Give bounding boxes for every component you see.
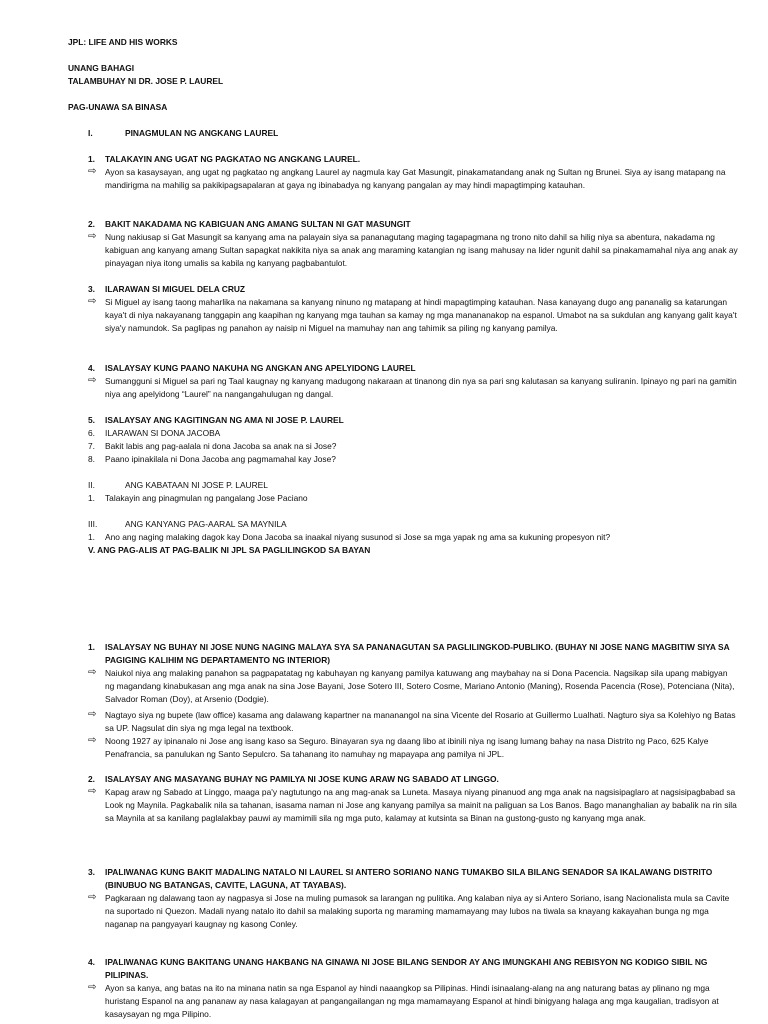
roman-numeral: I. bbox=[88, 128, 93, 138]
question-v-4 bbox=[88, 956, 738, 982]
question-text: TALAKAYIN ANG UGAT NG PAGKATAO NG ANGKANG LAUREL. bbox=[105, 154, 361, 164]
question-v-3 bbox=[88, 866, 738, 892]
roman-heading-text: PINAGMULAN NG ANGKANG LAUREL bbox=[125, 128, 279, 138]
question-number: 2. bbox=[88, 774, 95, 784]
question-3 bbox=[88, 283, 738, 296]
right-arrow-icon: ⇨ bbox=[88, 375, 97, 386]
question-5 bbox=[88, 414, 738, 427]
right-arrow-icon: ⇨ bbox=[88, 166, 97, 177]
roman-numeral: II. bbox=[88, 480, 95, 490]
question-number: 6. bbox=[88, 428, 95, 438]
question-number: 4. bbox=[88, 957, 95, 967]
answer-4 bbox=[88, 375, 738, 401]
section-title: PAG-UNAWA SA BINASA bbox=[68, 102, 168, 112]
roman-numeral: III. bbox=[88, 519, 98, 529]
question-number: 1. bbox=[88, 493, 95, 503]
right-arrow-icon: ⇨ bbox=[88, 709, 97, 720]
roman-heading-v: V. ANG PAG-ALIS AT PAG-BALIK NI JPL SA PAGLILINGKOD SA BAYAN bbox=[88, 545, 371, 555]
question-4 bbox=[88, 362, 738, 375]
roman-heading-text: ANG KANYANG PAG-AARAL SA MAYNILA bbox=[125, 519, 287, 529]
right-arrow-icon: ⇨ bbox=[88, 735, 97, 746]
question-number: 3. bbox=[88, 284, 95, 294]
answer-v-1b bbox=[88, 709, 738, 735]
roman-heading-iii bbox=[88, 518, 287, 531]
question-number: 5. bbox=[88, 415, 95, 425]
question-v-1 bbox=[88, 641, 738, 667]
answer-text: Si Miguel ay isang taong maharlika na nakamana sa kanyang ninuno ng matapang at hindi mapagtimping katauhan. Nasa kanayang dugo ang pananalig sa katarungan kaya't di niya nakayanang tanggapin ang kaapihan ng kanyang mga tauhan sa kamay ng mga manananakop na espanol. Umabot na sa sukdulan ang kanyang galit kaya't siya'y namundok. Sa paglipas ng panahon ay naisip ni Miguel na mamuhay nan ang tahimik sa piling ng kanyang pamilya. bbox=[105, 297, 737, 333]
question-text: IPALIWANAG KUNG BAKIT MADALING NATALO NI LAUREL SI ANTERO SORIANO NANG TUMAKBO SILA BILANG SENADOR SA IKALAWANG DISTRITO (BINUBUO NG BATANGAS, CAVITE, LAGUNA, AT TAYABAS). bbox=[105, 867, 713, 890]
question-number: 4. bbox=[88, 363, 95, 373]
question-text: ILARAWAN SI DONA JACOBA bbox=[105, 428, 221, 438]
question-6 bbox=[88, 427, 738, 440]
question-number: 3. bbox=[88, 867, 95, 877]
right-arrow-icon: ⇨ bbox=[88, 892, 97, 903]
question-iii-1 bbox=[88, 531, 738, 544]
question-7 bbox=[88, 440, 738, 453]
question-text: IPALIWANAG KUNG BAKITANG UNANG HAKBANG NA GINAWA NI JOSE BILANG SENDOR AY ANG IMUNGKAHI ANG REBISYON NG KODIGO SIBIL NG PILIPINAS. bbox=[105, 957, 708, 980]
question-text: ILARAWAN SI MIGUEL DELA CRUZ bbox=[105, 284, 246, 294]
roman-heading-text: ANG KABATAAN NI JOSE P. LAUREL bbox=[125, 480, 268, 490]
answer-1 bbox=[88, 166, 738, 192]
answer-v-3 bbox=[88, 892, 738, 931]
question-1 bbox=[88, 153, 738, 166]
question-ii-1 bbox=[88, 492, 738, 505]
question-number: 8. bbox=[88, 454, 95, 464]
part-title: UNANG BAHAGI bbox=[68, 63, 135, 73]
right-arrow-icon: ⇨ bbox=[88, 667, 97, 678]
question-text: Ano ang naging malaking dagok kay Dona Jacoba sa inaakal niyang susunod si Jose sa mga yapak ng ama sa kukuning propesyon nit? bbox=[105, 532, 611, 542]
question-number: 1. bbox=[88, 642, 95, 652]
course-title: JPL: LIFE AND HIS WORKS bbox=[68, 37, 178, 47]
answer-text: Ayon sa kanya, ang batas na ito na minana natin sa nga Espanol ay hindi naaangkop sa Pilipinas. Hindi isinaalang-alang na ang naturang batas ay plinano ng mga huristang Espanol na ang pananaw ay nasa kalagayan at pangangailangan ng mga mamamayang Espanol at hindi binigyang halaga ang mga kaugalian, tradisyon at kasaysayan ng mga Pilipino. bbox=[105, 983, 719, 1019]
answer-text: Sumangguni si Miguel sa pari ng Taal kaugnay ng kanyang madugong nakaraan at tinanong din nya sa pari sng kalutasan sa kanyang suliranin. Ipinayo ng pari na gamitin niya ang apelyidong “Laurel” na nangangahulugan ng dangal. bbox=[105, 376, 737, 399]
question-number: 1. bbox=[88, 154, 95, 164]
document-subtitle: TALAMBUHAY NI DR. JOSE P. LAUREL bbox=[68, 76, 224, 86]
question-text: ISALAYSAY ANG MASAYANG BUHAY NG PAMILYA NI JOSE KUNG ARAW NG SABADO AT LINGGO. bbox=[105, 774, 499, 784]
question-number: 1. bbox=[88, 532, 95, 542]
answer-v-1a bbox=[88, 667, 738, 706]
answer-text: Noong 1927 ay ipinanalo ni Jose ang isang kaso sa Seguro. Binayaran sya ng daang libo at ibinili niya ng isang lumang bahay na nasa Distrito ng Paco, 625 Kalye Penafrancia, sa panulukan ng Santo Sepulcro. Sa tahanang ito namuhay ng mapayapa ang pamilya ni JPL. bbox=[105, 736, 709, 759]
answer-text: Naiukol niya ang malaking panahon sa pagpapatatag ng kabuhayan ng kanyang pamilya katuwang ang maybahay na si Dona Pacencia. Nagsikap sila upang mabigyan ng magandang kinabukasan ang mga anak na sina Jose Bayani, Jose Sotero III, Sotero Cosme, Mariano Antonio (Maning), Rosenda Pacencia (Rose), Potenciana (Nita), Salvador Roman (Doy), at Arsenio (Dodgie). bbox=[105, 668, 735, 704]
question-text: BAKIT NAKADAMA NG KABIGUAN ANG AMANG SULTAN NI GAT MASUNGIT bbox=[105, 219, 411, 229]
question-8 bbox=[88, 453, 738, 466]
answer-v-1c bbox=[88, 735, 738, 761]
question-text: Bakit labis ang pag-aalala ni dona Jacoba sa anak na si Jose? bbox=[105, 441, 337, 451]
question-text: Talakayin ang pinagmulan ng pangalang Jose Paciano bbox=[105, 493, 308, 503]
question-text: ISALAYSAY ANG KAGITINGAN NG AMA NI JOSE P. LAUREL bbox=[105, 415, 344, 425]
right-arrow-icon: ⇨ bbox=[88, 982, 97, 993]
answer-v-2 bbox=[88, 786, 738, 825]
answer-text: Nagtayo siya ng bupete (law office) kasama ang dalawang kapartner na mananangol na sina Vicente del Rosario at Guillermo Lualhati. Nagturo siya sa Kolehiyo ng Batas sa UP. Nagsulat din siya ng mga legal na textbook. bbox=[105, 710, 736, 733]
question-text: ISALAYSAY NG BUHAY NI JOSE NUNG NAGING MALAYA SYA SA PANANAGUTAN SA PAGLILINGKOD-PUBLIKO. (BUHAY NI JOSE NANG MAGBITIW SIYA SA PAGIGING KALIHIM NG DEPARTAMENTO NG INTERIOR) bbox=[105, 642, 730, 665]
answer-3 bbox=[88, 296, 738, 335]
question-2 bbox=[88, 218, 738, 231]
question-text: Paano ipinakilala ni Dona Jacoba ang pagmamahal kay Jose? bbox=[105, 454, 336, 464]
answer-text: Pagkaraan ng dalawang taon ay nagpasya si Jose na muling pumasok sa larangan ng pulitika. Ang kalaban niya ay si Antero Soriano, isang Nacionalista mula sa Cavite na suportado ni Quezon. Madali nyang natalo ito dahil sa malaking suporta ng maraming mamamayang may lubos na tiwala sa knayang kakayahan bunga ng mga naganap na pangyayari kaugnay ng kasong Conley. bbox=[105, 893, 730, 929]
question-text: ISALAYSAY KUNG PAANO NAKUHA NG ANGKAN ANG APELYIDONG LAUREL bbox=[105, 363, 416, 373]
answer-text: Kapag araw ng Sabado at Linggo, maaga pa'y nagtutungo na ang mag-anak sa Luneta. Masaya niyang pinanuod ang mga anak na nagsisipaglaro at nagsisipagbabad sa Look ng Maynila. Pagkabalik nila sa tahanan, isasama naman ni Jose ang kanyang pamilya sa mainit na paliguan sa Los Banos. Bago mananghalian ay babalik na rin sila sa Maynila at sa kanilang paglalakbay pauwi ay mamimili sila ng mga puto, kalamay at kutsinta sa Binan na gustong-gusto ng kanyang mga anak. bbox=[105, 787, 737, 823]
right-arrow-icon: ⇨ bbox=[88, 231, 97, 242]
right-arrow-icon: ⇨ bbox=[88, 786, 97, 797]
answer-text: Ayon sa kasaysayan, ang ugat ng pagkatao ng angkang Laurel ay nagmula kay Gat Masungit, pinakamatandang anak ng Sultan ng Brunei. Siya ay isang matapang na mandirigma na mahilig sa pakikipagsapalaran at gaya ng ibinabadya ng kanyang pangalan ay may hindi mapagtimping katauhan. bbox=[105, 167, 726, 190]
answer-text: Nung nakiusap si Gat Masungit sa kanyang ama na palayain siya sa pananagutang maging tagapagmana ng trono nito dahil sa hilig niya sa abentura, nakadama ng kabiguan ang kanyang amang Sultan sapagkat nakikita niya sa anak ang maraming katangian ng isang mahusay na lider ngunit dahil sa pinakamamahal niya ang anak ay pinayagan niya itong umalis sa kabila ng kanyang pagbabantulot. bbox=[105, 232, 738, 268]
answer-2 bbox=[88, 231, 738, 270]
roman-heading-i bbox=[88, 127, 278, 140]
question-v-2 bbox=[88, 773, 738, 786]
right-arrow-icon: ⇨ bbox=[88, 296, 97, 307]
answer-v-4 bbox=[88, 982, 738, 1021]
question-number: 2. bbox=[88, 219, 95, 229]
question-number: 7. bbox=[88, 441, 95, 451]
roman-heading-ii bbox=[88, 479, 268, 492]
